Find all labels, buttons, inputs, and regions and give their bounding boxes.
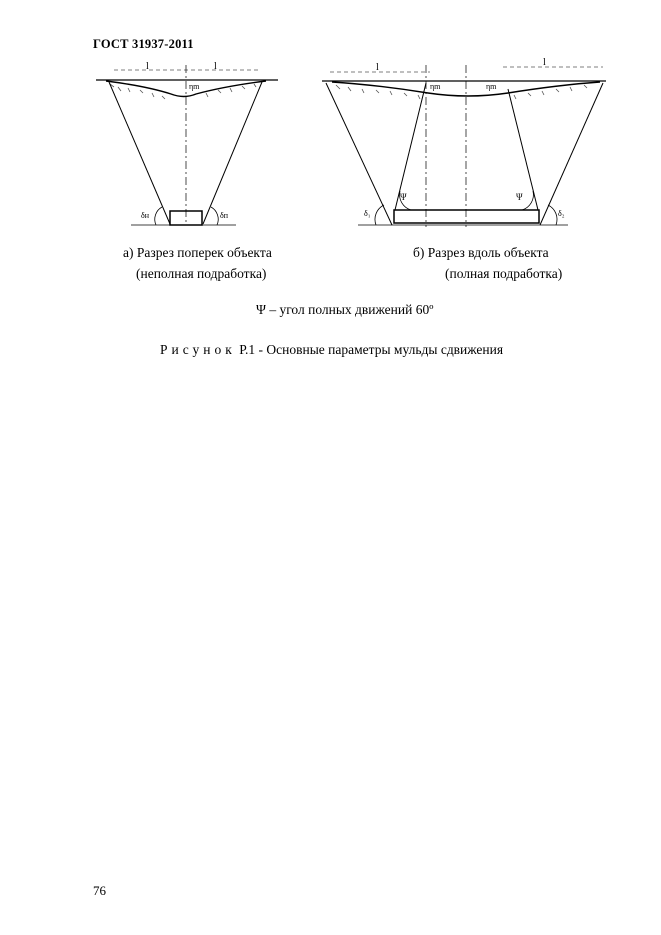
figure-caption-word: Рисунок — [160, 342, 236, 357]
figure-a-diagram — [96, 60, 286, 230]
label-l-left: l — [376, 62, 379, 73]
left-boundary-line — [109, 82, 170, 224]
left-boundary-line — [326, 83, 392, 225]
page-number: 76 — [93, 883, 106, 898]
label-eta-left: ηm — [430, 82, 441, 91]
left-angle-arc — [155, 207, 162, 225]
figure-a-svg — [96, 60, 286, 230]
figure-b-diagram — [318, 55, 608, 230]
right-psi-arc — [522, 191, 533, 210]
figure-b-caption-line2: (полная подработка) — [445, 266, 563, 281]
right-boundary-line — [203, 82, 262, 224]
excavation-rect — [394, 210, 539, 223]
figure-caption-text: Р.1 - Основные параметры мульды сдвижения — [239, 342, 504, 357]
label-delta-left: δ₁ — [364, 209, 371, 218]
label-delta-right: δ₂ — [558, 209, 565, 218]
left-delta-arc — [375, 205, 384, 225]
right-angle-arc — [211, 207, 218, 225]
label-delta-right: δп — [220, 211, 229, 220]
label-eta: ηm — [189, 82, 200, 91]
psi-angle-note: Ψ – угол полных движений 60º — [256, 302, 434, 317]
label-l-left: l — [146, 61, 149, 72]
label-eta-right: ηm — [486, 82, 497, 91]
figure-a-caption-line1: а) Разрез поперек объекта — [123, 245, 272, 260]
label-psi-right: Ψ — [516, 192, 523, 202]
document-header: ГОСТ 31937-2011 — [93, 37, 194, 51]
figure-b-svg — [318, 55, 608, 230]
label-l-right: l — [214, 61, 217, 72]
label-psi-left: Ψ — [400, 192, 407, 202]
right-boundary-line — [540, 83, 603, 225]
label-delta-left: δн — [141, 211, 150, 220]
label-l-right: l — [543, 57, 546, 68]
figure-caption — [160, 342, 503, 358]
right-delta-arc — [548, 205, 557, 225]
figure-a-caption-line2: (неполная подработка) — [136, 266, 267, 281]
figure-b-caption-line1: б) Разрез вдоль объекта — [413, 245, 549, 260]
